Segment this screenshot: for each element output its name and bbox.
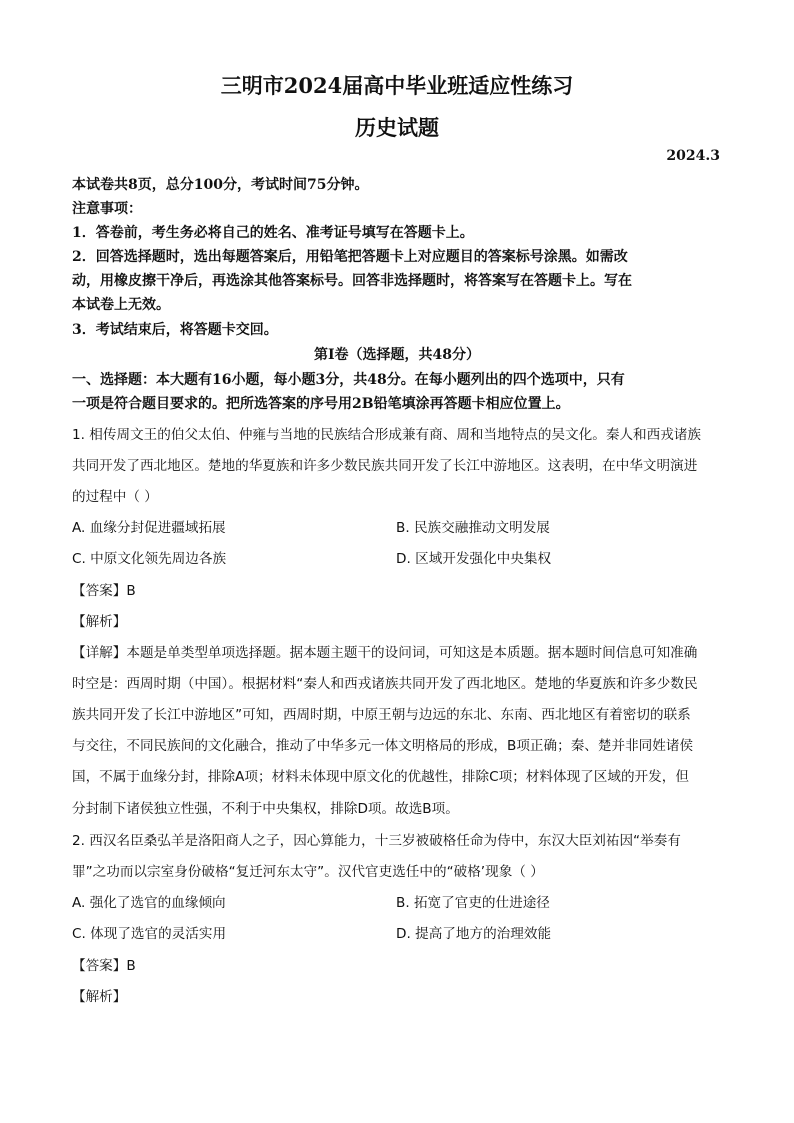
section-intro-line-1: 一、选择题：本大题有16小题，每小题3分，共48分。在每小题列出的四个选项中，只有 bbox=[72, 372, 625, 388]
q1-detail-line-1: 【详解】本题是单类型单项选择题。据本题主题干的设问词，可知这是本质题。据本题时间信息可知准确 bbox=[72, 645, 698, 661]
q1-detail-line-3: 族共同开发了长江中游地区”可知，西周时期，中原王朝与边远的东北、东南、西北地区有着密切的联系 bbox=[72, 707, 691, 723]
q1-detail-line-5: 国，不属于血缘分封，排除A项；材料未体现中原文化的优越性，排除C项；材料体现了区域的开发，但 bbox=[72, 769, 689, 785]
exam-date: 2024.3 bbox=[666, 148, 720, 164]
note-2-line-1: 2．回答选择题时，选出每题答案后，用铅笔把答题卡上对应题目的答案标号涂黑。如需改 bbox=[72, 249, 628, 265]
exam-title: 三明市2024届高中毕业班适应性练习 bbox=[220, 73, 574, 98]
note-2-line-3: 本试卷上无效。 bbox=[72, 297, 170, 313]
q1-option-c: C. 中原文化领先周边各族 bbox=[72, 551, 227, 567]
q2-analysis-label: 【解析】 bbox=[72, 989, 127, 1005]
exam-summary: 本试卷共8页，总分100分，考试时间75分钟。 bbox=[72, 177, 369, 193]
note-2-line-2: 动，用橡皮擦干净后，再选涂其他答案标号。回答非选择题时，将答案写在答题卡上。写在 bbox=[72, 273, 632, 289]
q1-stem-line-1: 1. 相传周文王的伯父太伯、仲雍与当地的民族结合形成兼有商、周和当地特点的吴文化。秦人和西戎诸族 bbox=[72, 427, 702, 443]
section-intro-line-2: 一项是符合题目要求的。把所选答案的序号用2B铅笔填涂再答题卡相应位置上。 bbox=[72, 396, 570, 412]
q1-stem-line-2: 共同开发了西北地区。楚地的华夏族和许多少数民族共同开发了长江中游地区。这表明，在中华文明演进 bbox=[72, 458, 698, 474]
q1-option-a: A. 血缘分封促进疆域拓展 bbox=[72, 520, 226, 536]
notes-label: 注意事项： bbox=[72, 201, 142, 217]
note-3: 3．考试结束后，将答题卡交回。 bbox=[72, 322, 278, 338]
q1-detail-line-4: 与交往，不同民族间的文化融合，推动了中华多元一体文明格局的形成，B项正确；秦、楚并非同姓诸侯 bbox=[72, 738, 694, 754]
exam-subtitle: 历史试题 bbox=[355, 115, 439, 140]
q1-detail-line-6: 分封制下诸侯独立性强，不利于中央集权，排除D项。故选B项。 bbox=[72, 801, 459, 817]
q1-stem-line-3: 的过程中（ ） bbox=[72, 489, 158, 505]
q2-option-c: C. 体现了选官的灵活实用 bbox=[72, 926, 227, 942]
q1-option-d: D. 区域开发强化中央集权 bbox=[396, 551, 552, 567]
q1-option-b: B. 民族交融推动文明发展 bbox=[396, 520, 550, 536]
q2-answer: 【答案】B bbox=[72, 958, 136, 974]
section-heading: 第Ⅰ卷（选择题，共48分） bbox=[313, 347, 481, 363]
q2-option-d: D. 提高了地方的治理效能 bbox=[396, 926, 552, 942]
q2-option-a: A. 强化了选官的血缘倾向 bbox=[72, 895, 226, 911]
q1-answer: 【答案】B bbox=[72, 583, 136, 599]
q2-option-b: B. 拓宽了官吏的仕进途径 bbox=[396, 895, 550, 911]
q1-detail-line-2: 时空是：西周时期（中国）。根据材料“秦人和西戎诸族共同开发了西北地区。楚地的华夏族和许多少数民 bbox=[72, 676, 698, 692]
note-1: 1．答卷前，考生务必将自己的姓名、准考证号填写在答题卡上。 bbox=[72, 225, 474, 241]
q1-analysis-label: 【解析】 bbox=[72, 614, 127, 630]
q2-stem-line-2: 罪”之功而以宗室身份破格“复迁河东太守”。汉代官吏选任中的“破格’现象（ ） bbox=[72, 864, 544, 880]
q2-stem-line-1: 2. 西汉名臣桑弘羊是洛阳商人之子，因心算能力，十三岁被破格任命为侍中，东汉大臣刘祐因“举奏有 bbox=[72, 833, 681, 849]
